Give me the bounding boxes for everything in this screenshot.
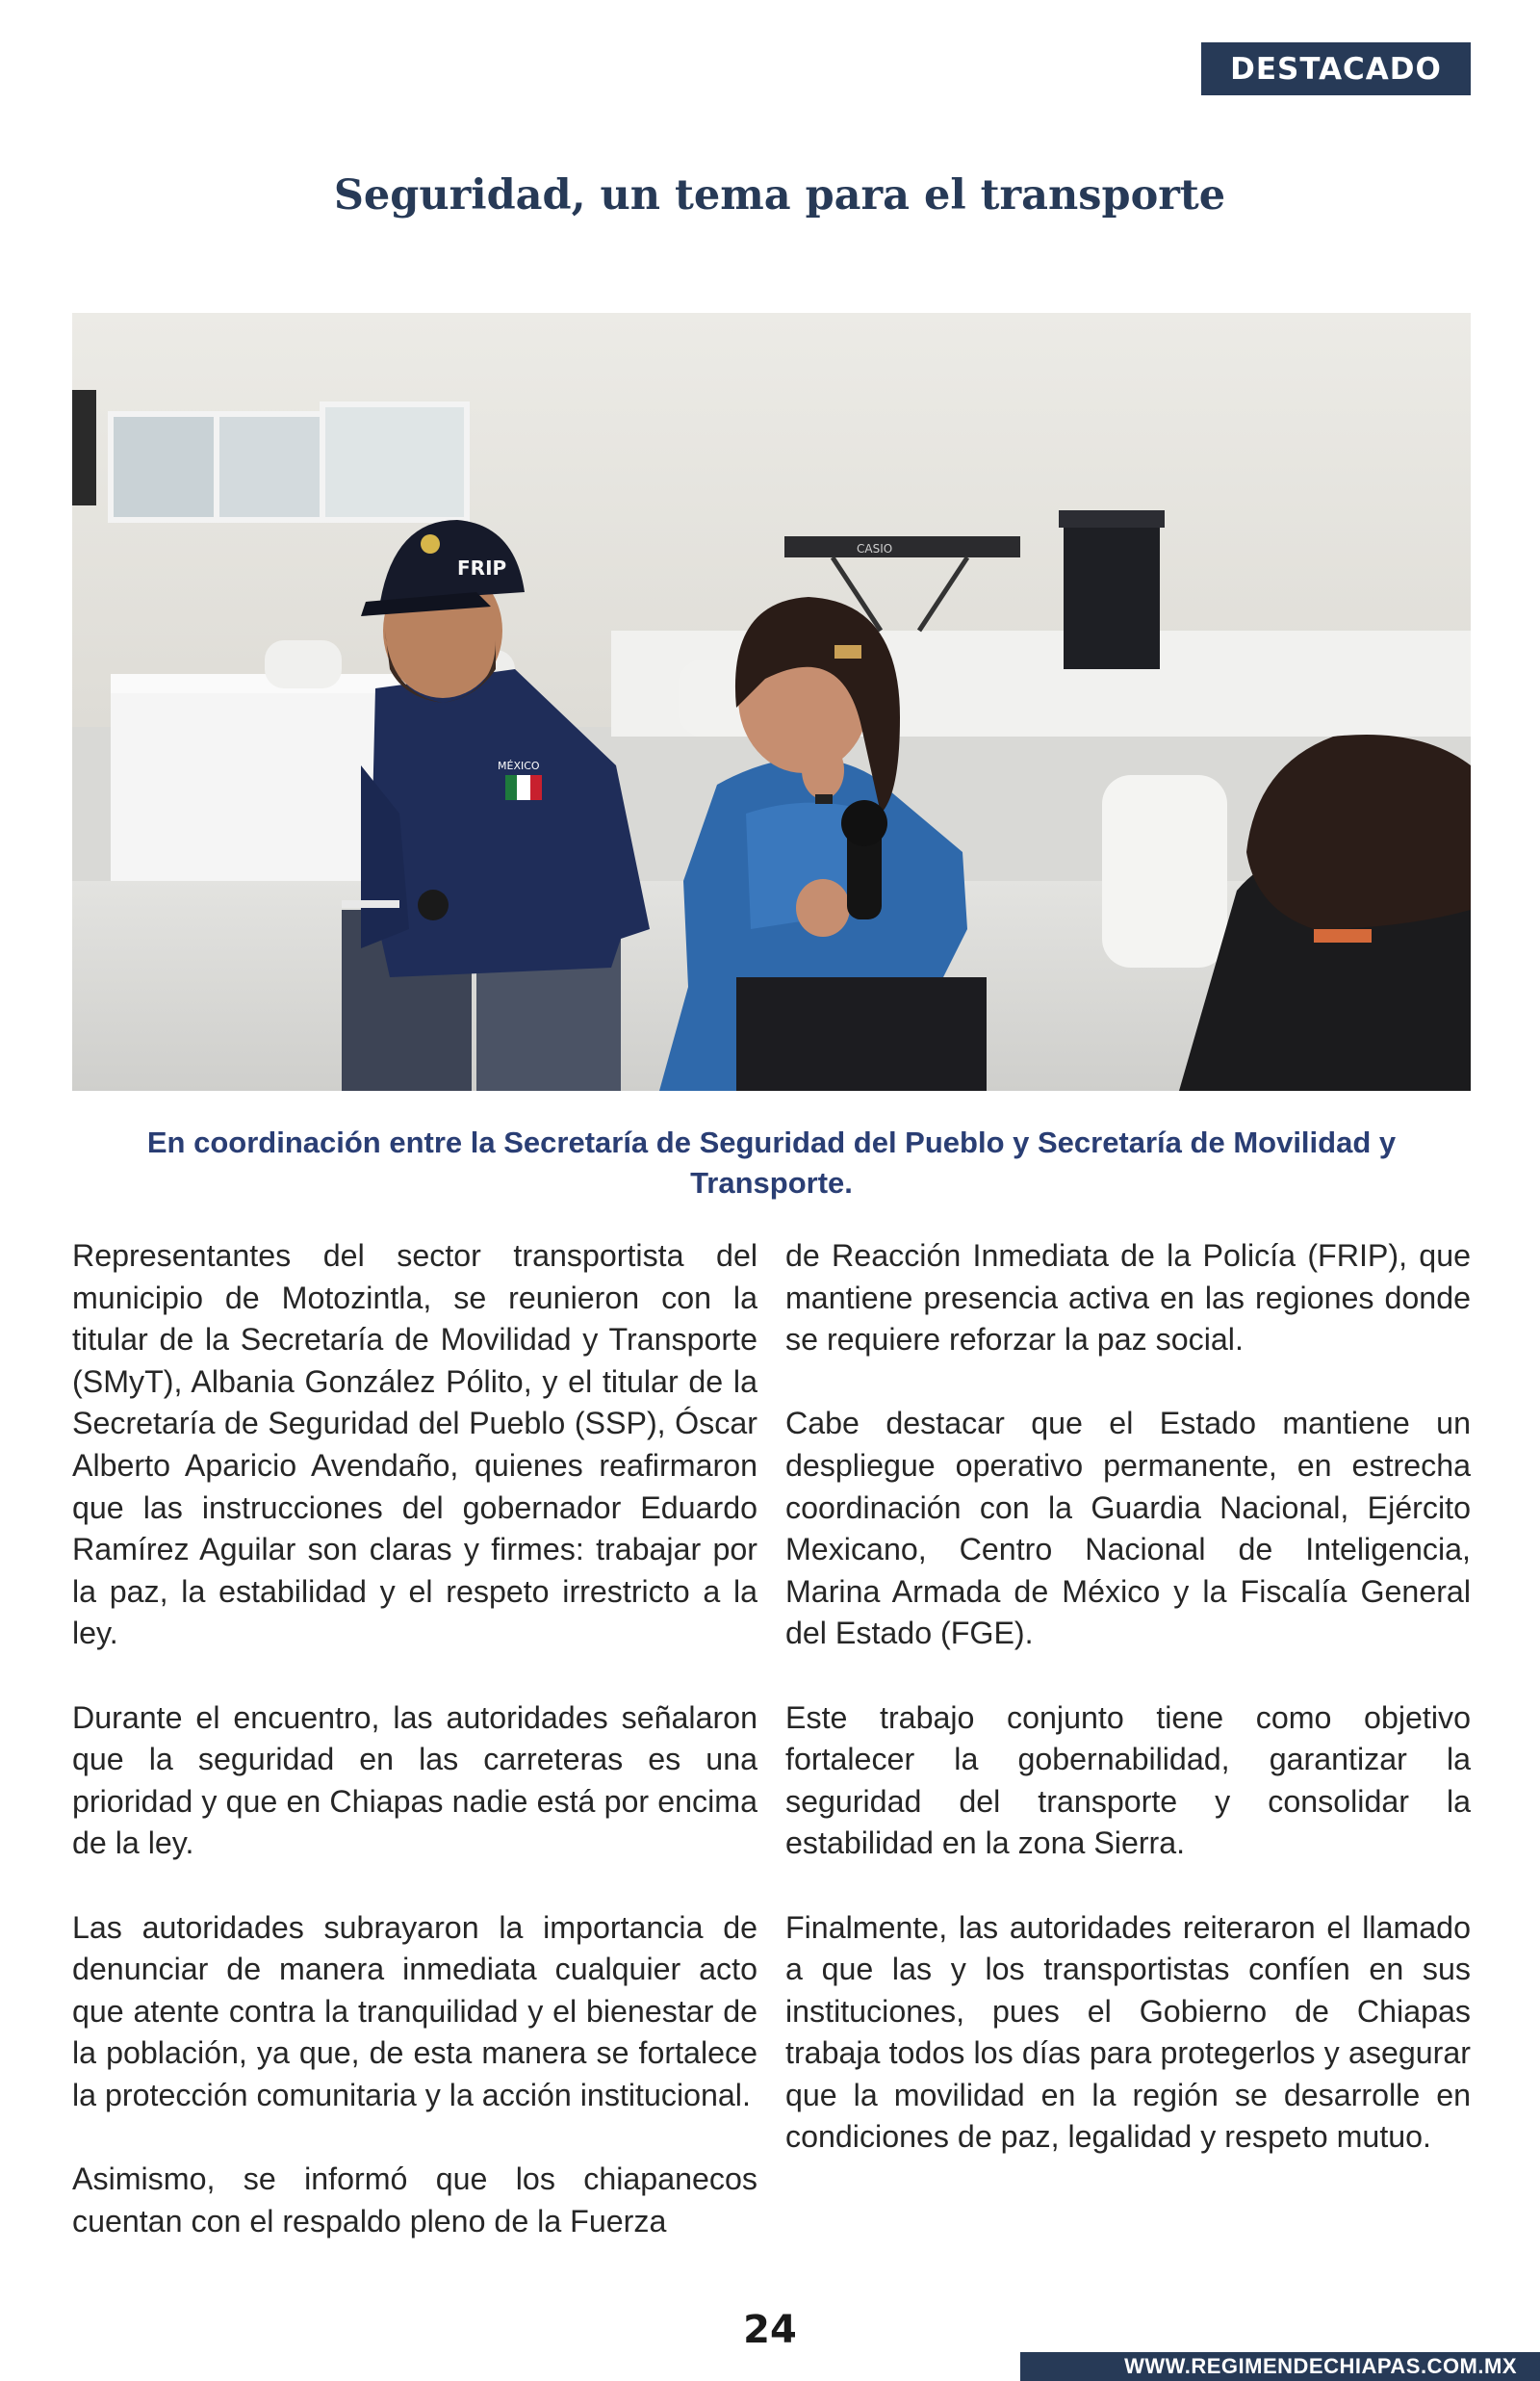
website-url: WWW.REGIMENDECHIAPAS.COM.MX — [1124, 2354, 1517, 2378]
paragraph: de Reacción Inmediata de la Policía (FRIP), que mantiene presencia activa en las regiones donde se requiere reforzar la paz social. — [785, 1238, 1471, 1358]
photo-caption: En coordinación entre la Secretaría de Seguridad del Pueblo y Secretaría de Movilidad y Transporte. — [146, 1126, 1397, 1200]
section-label: DESTACADO — [1201, 42, 1471, 95]
paragraph: Representantes del sector transportista del municipio de Motozintla, se reunieron con la titular de la Secretaría de Movilidad y Transporte (SMyT), Albania González Pólito, y el titular de la Secretaría de Seguridad del Pueblo (SSP), Óscar Alberto Aparicio Avendaño, quienes reafirmaron que las instrucciones del gobernador Eduardo Ramírez Aguilar son claras y firmes: trabajar por la paz, la estabilidad y el respeto irrestricto a la ley. — [72, 1238, 757, 1651]
page-number: 24 — [743, 2308, 797, 2352]
website-footer — [1020, 2352, 1540, 2381]
article-body-right-column — [785, 1235, 1471, 2201]
cap-text: FRIP — [457, 556, 507, 580]
paragraph: Este trabajo conjunto tiene como objetivo fortalecer la gobernabilidad, garantizar la seguridad del transporte y consolidar la estabilidad en la zona Sierra. — [785, 1699, 1471, 1861]
article-title: Seguridad, un tema para el transporte — [333, 171, 1226, 220]
keyboard-brand: CASIO — [857, 542, 893, 556]
article-body-left-column — [72, 1235, 757, 2285]
paragraph: Finalmente, las autoridades reiteraron el llamado a que las y los transportistas confíen en sus instituciones, pues el Gobierno de Chiapas trabaja todos los días para protegerlos y asegurar que la movilidad en la región se desarrolle en condiciones de paz, legalidad y respeto mutuo. — [785, 1909, 1471, 2155]
paragraph: Las autoridades subrayaron la importancia de denunciar de manera inmediata cualquier acto que atente contra la tranquilidad y el bienestar de la población, ya que, de esta manera se fortalece la protección comunitaria y la acción institucional. — [72, 1909, 757, 2112]
paragraph: Durante el encuentro, las autoridades señalaron que la seguridad en las carreteras es una prioridad y que en Chiapas nadie está por encima de la ley. — [72, 1699, 757, 1861]
meeting-photo-illustration — [72, 313, 1471, 1091]
paragraph: Cabe destacar que el Estado mantiene un despliegue operativo permanente, en estrecha coordinación con la Guardia Nacional, Ejército Mexicano, Centro Nacional de Inteligencia, Marina Armada de México y la Fiscalía General del Estado (FGE). — [785, 1406, 1471, 1651]
paragraph: Asimismo, se informó que los chiapanecos cuentan con el respaldo pleno de la Fuerza — [72, 2161, 757, 2239]
sleeve-badge: MÉXICO — [498, 760, 540, 772]
article-photo — [72, 313, 1471, 1091]
